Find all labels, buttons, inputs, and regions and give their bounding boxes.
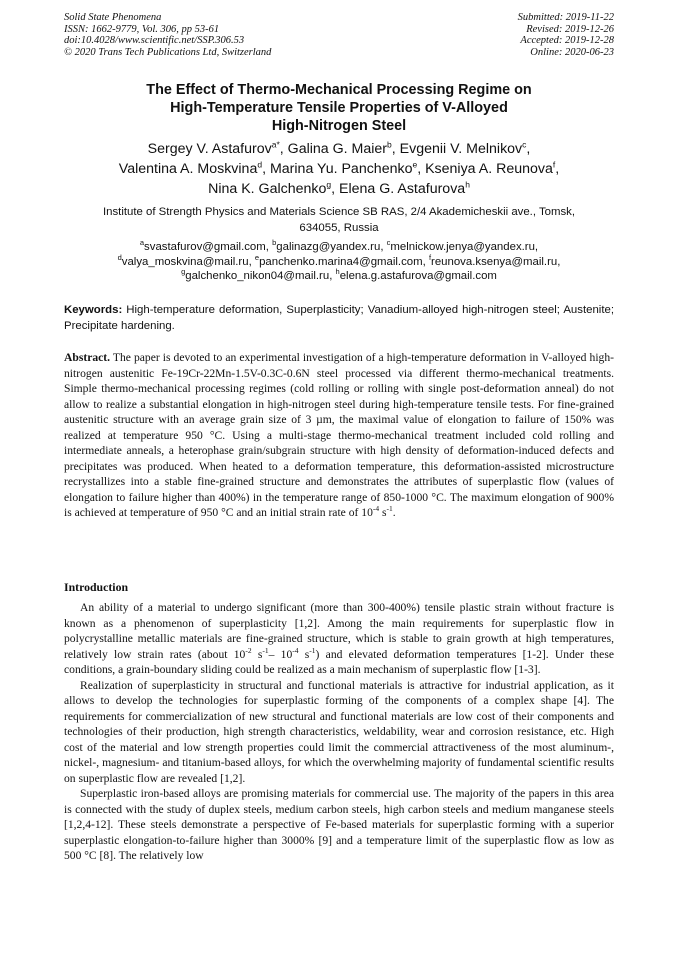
paper-title	[64, 81, 614, 135]
email-link[interactable]: elena.g.astafurova@gmail.com	[339, 270, 497, 283]
author-sup: c	[522, 139, 527, 150]
email-sup: a	[139, 238, 145, 248]
keywords-label: Keywords:	[64, 304, 123, 316]
exponent: -4	[292, 645, 299, 655]
author-name: Valentina A. Moskvina	[118, 161, 258, 177]
email-link[interactable]: galinazg@yandex.ru	[276, 241, 381, 253]
email-link[interactable]: melnickow.jenya@yandex.ru,	[390, 241, 539, 253]
revised-date: Revised: 2019-12-26	[526, 23, 614, 35]
paragraph: Superplastic iron-based alloys are promising materials for commercial use. The majority of the papers in this area is connected with the study of duplex steels, medium carbon steels, high carbon steels and medium manganese steels [1,2,4-12]. These steels demonstrate a perspective of Fe-based materials for superplastic forming with a superior superplastic elongation-to-failure higher than 3000% [9] and a temperature limit of the superplastic flow as low as 500 °C [8]. The relatively low	[64, 787, 614, 862]
author-list	[64, 139, 614, 199]
abstract-unit: s	[379, 506, 387, 519]
author-sup: a*	[271, 139, 280, 150]
author-name: Marina Yu. Panchenko	[269, 161, 413, 177]
author-sep: ,	[331, 181, 339, 197]
author-name: Evgenii V. Melnikov	[399, 141, 523, 157]
title-line: High-Nitrogen Steel	[271, 118, 407, 134]
journal-name: Solid State Phenomena	[64, 12, 162, 23]
affiliation-line: 634055, Russia	[299, 222, 379, 234]
exponent: -2	[245, 645, 252, 655]
email-line	[64, 240, 614, 255]
keywords	[64, 302, 614, 334]
email-sup: b	[272, 238, 277, 248]
paragraph-text: s	[298, 647, 310, 661]
submitted-date: Submitted: 2019-11-22	[517, 12, 614, 23]
abstract	[64, 350, 614, 521]
doi: doi:10.4028/www.scientific.net/SSP.306.53	[64, 35, 245, 46]
accepted-date: Accepted: 2019-12-28	[520, 35, 614, 46]
affiliation-line: Institute of Strength Physics and Materials Science SB RAS, 2/4 Akademicheskii ave., Tomsk,	[102, 206, 576, 218]
author-name: Nina K. Galchenko	[208, 181, 327, 197]
section-heading-introduction: Introduction	[64, 580, 129, 594]
email-sep: ,	[248, 255, 255, 268]
introduction-body	[64, 600, 614, 864]
paragraph	[64, 600, 614, 678]
abstract-body: The paper is devoted to an experimental investigation of a high-temperature deformation in V-alloyed high-nitrogen austenitic Fe-19Cr-22Mn-1.5V-0.3C-0.6N steel processed via different thermo-mechanical treatments. Simple thermo-mechanical processing regimes (cold rolling or rolling with single post-deformation anneal) do not allow to realize a substantial elongation in high-nitrogen steel during high-temperature tensile tests. For fine-grained austenitic structure with an average grain size of 3 µm, the maximal value of elongation to failure of 150% was realized at temperature 950 °C. Using a multi-stage thermo-mechanical treatment included cold rolling and intermediate anneals, a heterophase grain/subgrain structure with high density of deformation-induced defects and precipitates was produced. When heated to a deformation temperature, this deformation-assisted microstructure recrystallizes into a stable fine-grained structure and demonstrates the attributes of superplastic flow (values of elongation to failure higher than 400%) in the temperature range of 850-1000 °C. The maximum elongation of 900% is achieved at temperature of 950 °C and an initial strain rate of 10	[64, 351, 614, 519]
email-sep: ,	[380, 241, 387, 253]
author-sep: ,	[526, 141, 531, 157]
email-link[interactable]: galchenko_nikon04@mail.ru	[185, 270, 330, 283]
author-name: Kseniya A. Reunova	[425, 161, 553, 177]
email-sup: e	[254, 252, 260, 262]
copyright: © 2020 Trans Tech Publications Ltd, Switzerland	[64, 46, 272, 58]
paragraph-text: An ability of a material to undergo significant (more than 300-400%) tensile plastic strain without fracture is known as a phenomenon of superplasticity [1,2]. Among the main requirements for superplastic flow in polycrystalline metallic materials are fine-grained structure, which is stable to grain growth at high temperatures, relatively low strain rates (about 10	[64, 601, 614, 661]
email-sup: d	[117, 252, 122, 262]
abstract-label: Abstract.	[64, 351, 111, 364]
author-name: Elena G. Astafurova	[339, 181, 466, 197]
author-sep: ,	[279, 141, 288, 157]
paragraph: Realization of superplasticity in structural and functional materials is attractive for industrial application, as it allows to develop the technologies for superplastic forming of the components of a complex shape [4]. The requirements for commercialization of new structural and functional materials are low cost of their components and technologies of their production, high strength characteristics, weldability, wear and corrosion resistance, etc. High cost of the material and low strength properties could limit the commercial attractiveness of the most aluminum-, nickel-, magnesium- and titanium-based alloys, for which the overwhelming majority of fundamental scientific results on superplastic flow are revealed [1,2].	[64, 678, 614, 785]
email-sep: ,	[265, 241, 273, 253]
email-sup: c	[386, 238, 391, 248]
author-sep: ,	[417, 161, 426, 177]
exponent: -1	[262, 645, 269, 655]
author-sep: ,	[391, 141, 400, 157]
paragraph-text: ) and elevated deformation temperatures [1-2]. Under these conditions, a grain-boundary sliding could be realized as a main mechanism of superplastic flow [1-3].	[64, 647, 614, 676]
email-link[interactable]: panchenko.marina4@gmail.com	[259, 255, 423, 268]
email-sep: ,	[422, 255, 429, 268]
paragraph-text: – 10	[268, 647, 293, 661]
issn-volume: ISSN: 1662-9779, Vol. 306, pp 53-61	[64, 23, 220, 35]
title-line: The Effect of Thermo-Mechanical Processing Regime on	[146, 82, 532, 98]
paragraph-text: s	[251, 647, 263, 661]
exponent: -1	[386, 504, 393, 514]
email-sup: h	[335, 267, 340, 277]
author-name: Galina G. Maier	[287, 141, 388, 157]
keywords-text: High-temperature deformation, Superplasticity; Vanadium-alloyed high-nitrogen steel; Austenite; Precipitate hardening.	[64, 304, 614, 332]
exponent: -4	[372, 504, 380, 514]
author-line	[64, 159, 614, 179]
author-sep: ,	[555, 161, 560, 177]
author-sup: h	[465, 179, 470, 190]
author-sup: g	[326, 179, 332, 190]
author-sup: f	[552, 159, 556, 170]
email-sep: ,	[329, 270, 336, 283]
email-link[interactable]: valya_moskvina@mail.ru	[121, 255, 249, 268]
exponent: -1	[309, 645, 316, 655]
author-sep: ,	[262, 161, 270, 177]
email-sup: g	[181, 267, 186, 277]
abstract-end: .	[392, 506, 396, 519]
email-sup: f	[428, 252, 432, 262]
author-line	[64, 139, 614, 159]
email-link[interactable]: svastafurov@gmail.com	[144, 241, 266, 253]
author-sup: d	[257, 159, 263, 170]
author-line	[64, 179, 614, 199]
submission-dates	[518, 12, 614, 58]
journal-info	[64, 12, 271, 58]
title-line: High-Temperature Tensile Properties of V-Alloyed	[170, 100, 508, 116]
email-line	[64, 269, 614, 284]
author-name: Sergey V. Astafurov	[147, 141, 272, 157]
email-link[interactable]: reunova.ksenya@mail.ru,	[431, 255, 561, 268]
author-sup: e	[412, 159, 418, 170]
online-date: Online: 2020-06-23	[530, 46, 614, 58]
affiliation	[64, 204, 614, 236]
email-list	[64, 240, 614, 284]
author-sup: b	[387, 139, 392, 150]
